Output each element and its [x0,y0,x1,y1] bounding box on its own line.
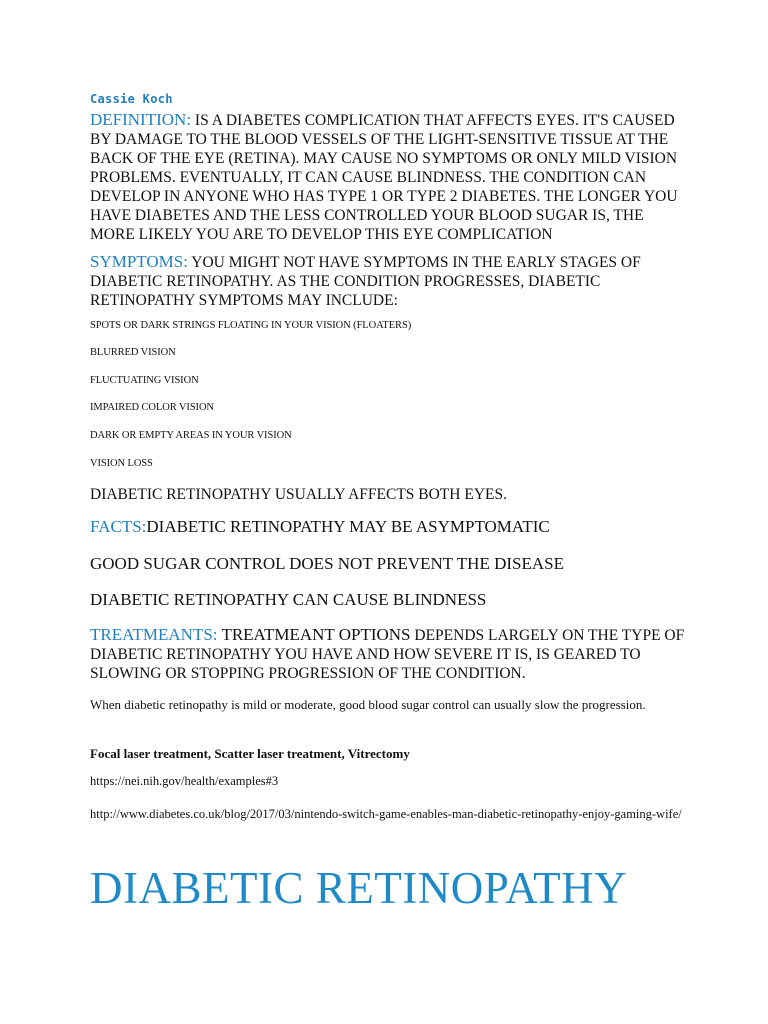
treatment-procedures: Focal laser treatment, Scatter laser treatment, Vitrectomy [90,746,410,761]
fact-item: GOOD SUGAR CONTROL DOES NOT PREVENT THE DISEASE [90,554,564,573]
author-name: Cassie Koch [90,92,173,106]
symptoms-closing: DIABETIC RETINOPATHY USUALLY AFFECTS BOTH EYES. [90,486,507,503]
definition-paragraph [90,110,690,244]
symptoms-paragraph [90,252,690,310]
treatments-paragraph [90,625,690,683]
symptom-item: DARK OR EMPTY AREAS IN YOUR VISION [90,430,292,441]
facts-label: FACTS: [90,517,147,536]
source-link[interactable]: http://www.diabetes.co.uk/blog/2017/03/nintendo-switch-game-enables-man-diabetic-retinopathy-enjoy-gaming-wife/ [90,807,682,821]
symptom-item: FLUCTUATING VISION [90,375,199,386]
symptoms-label: SYMPTOMS: [90,252,188,271]
symptoms-text: YOU MIGHT NOT HAVE SYMPTOMS IN THE EARLY STAGES OF DIABETIC RETINOPATHY. AS THE CONDITION PROGRESSES, DIABETIC RETINOPATHY SYMPTOMS MAY INCLUDE: [90,254,641,309]
symptom-item: VISION LOSS [90,458,153,469]
treatments-text: DEPENDS LARGELY ON THE TYPE OF DIABETIC RETINOPATHY YOU HAVE AND HOW SEVERE IT IS, IS GEARED TO SLOWING OR STOPPING PROGRESSION OF THE CONDITION. [90,627,685,682]
definition-label: DEFINITION: [90,110,192,129]
source-link[interactable]: https://nei.nih.gov/health/examples#3 [90,774,279,788]
fact-line [90,517,550,537]
definition-text: IS A DIABETES COMPLICATION THAT AFFECTS EYES. IT'S CAUSED BY DAMAGE TO THE BLOOD VESSELS OF THE LIGHT-SENSITIVE TISSUE AT THE BACK OF THE EYE (RETINA). MAY CAUSE NO SYMPTOMS OR ONLY MILD VISION PROBLEMS. EVENTUALLY, IT CAN CAUSE BLINDNESS. THE CONDITION CAN DEVELOP IN ANYONE WHO HAS TYPE 1 OR TYPE 2 DIABETES. THE LONGER YOU HAVE DIABETES AND THE LESS CONTROLLED YOUR BLOOD SUGAR IS, THE MORE LIKELY YOU ARE TO DEVELOP THIS EYE COMPLICATION [90,112,678,243]
treatment-options-label: TREATMEANT OPTIONS [217,625,411,644]
fact-item: DIABETIC RETINOPATHY CAN CAUSE BLINDNESS [90,590,487,609]
document-title: DIABETIC RETINOPATHY [90,863,628,913]
symptom-item: IMPAIRED COLOR VISION [90,402,214,413]
treatments-label: TREATMEANTS: [90,625,218,644]
symptom-item: SPOTS OR DARK STRINGS FLOATING IN YOUR VISION (FLOATERS) [90,320,412,331]
fact-item: DIABETIC RETINOPATHY MAY BE ASYMPTOMATIC [146,517,550,536]
symptom-item: BLURRED VISION [90,347,176,358]
treatment-note: When diabetic retinopathy is mild or moderate, good blood sugar control can usually slow the progression. [90,697,646,712]
